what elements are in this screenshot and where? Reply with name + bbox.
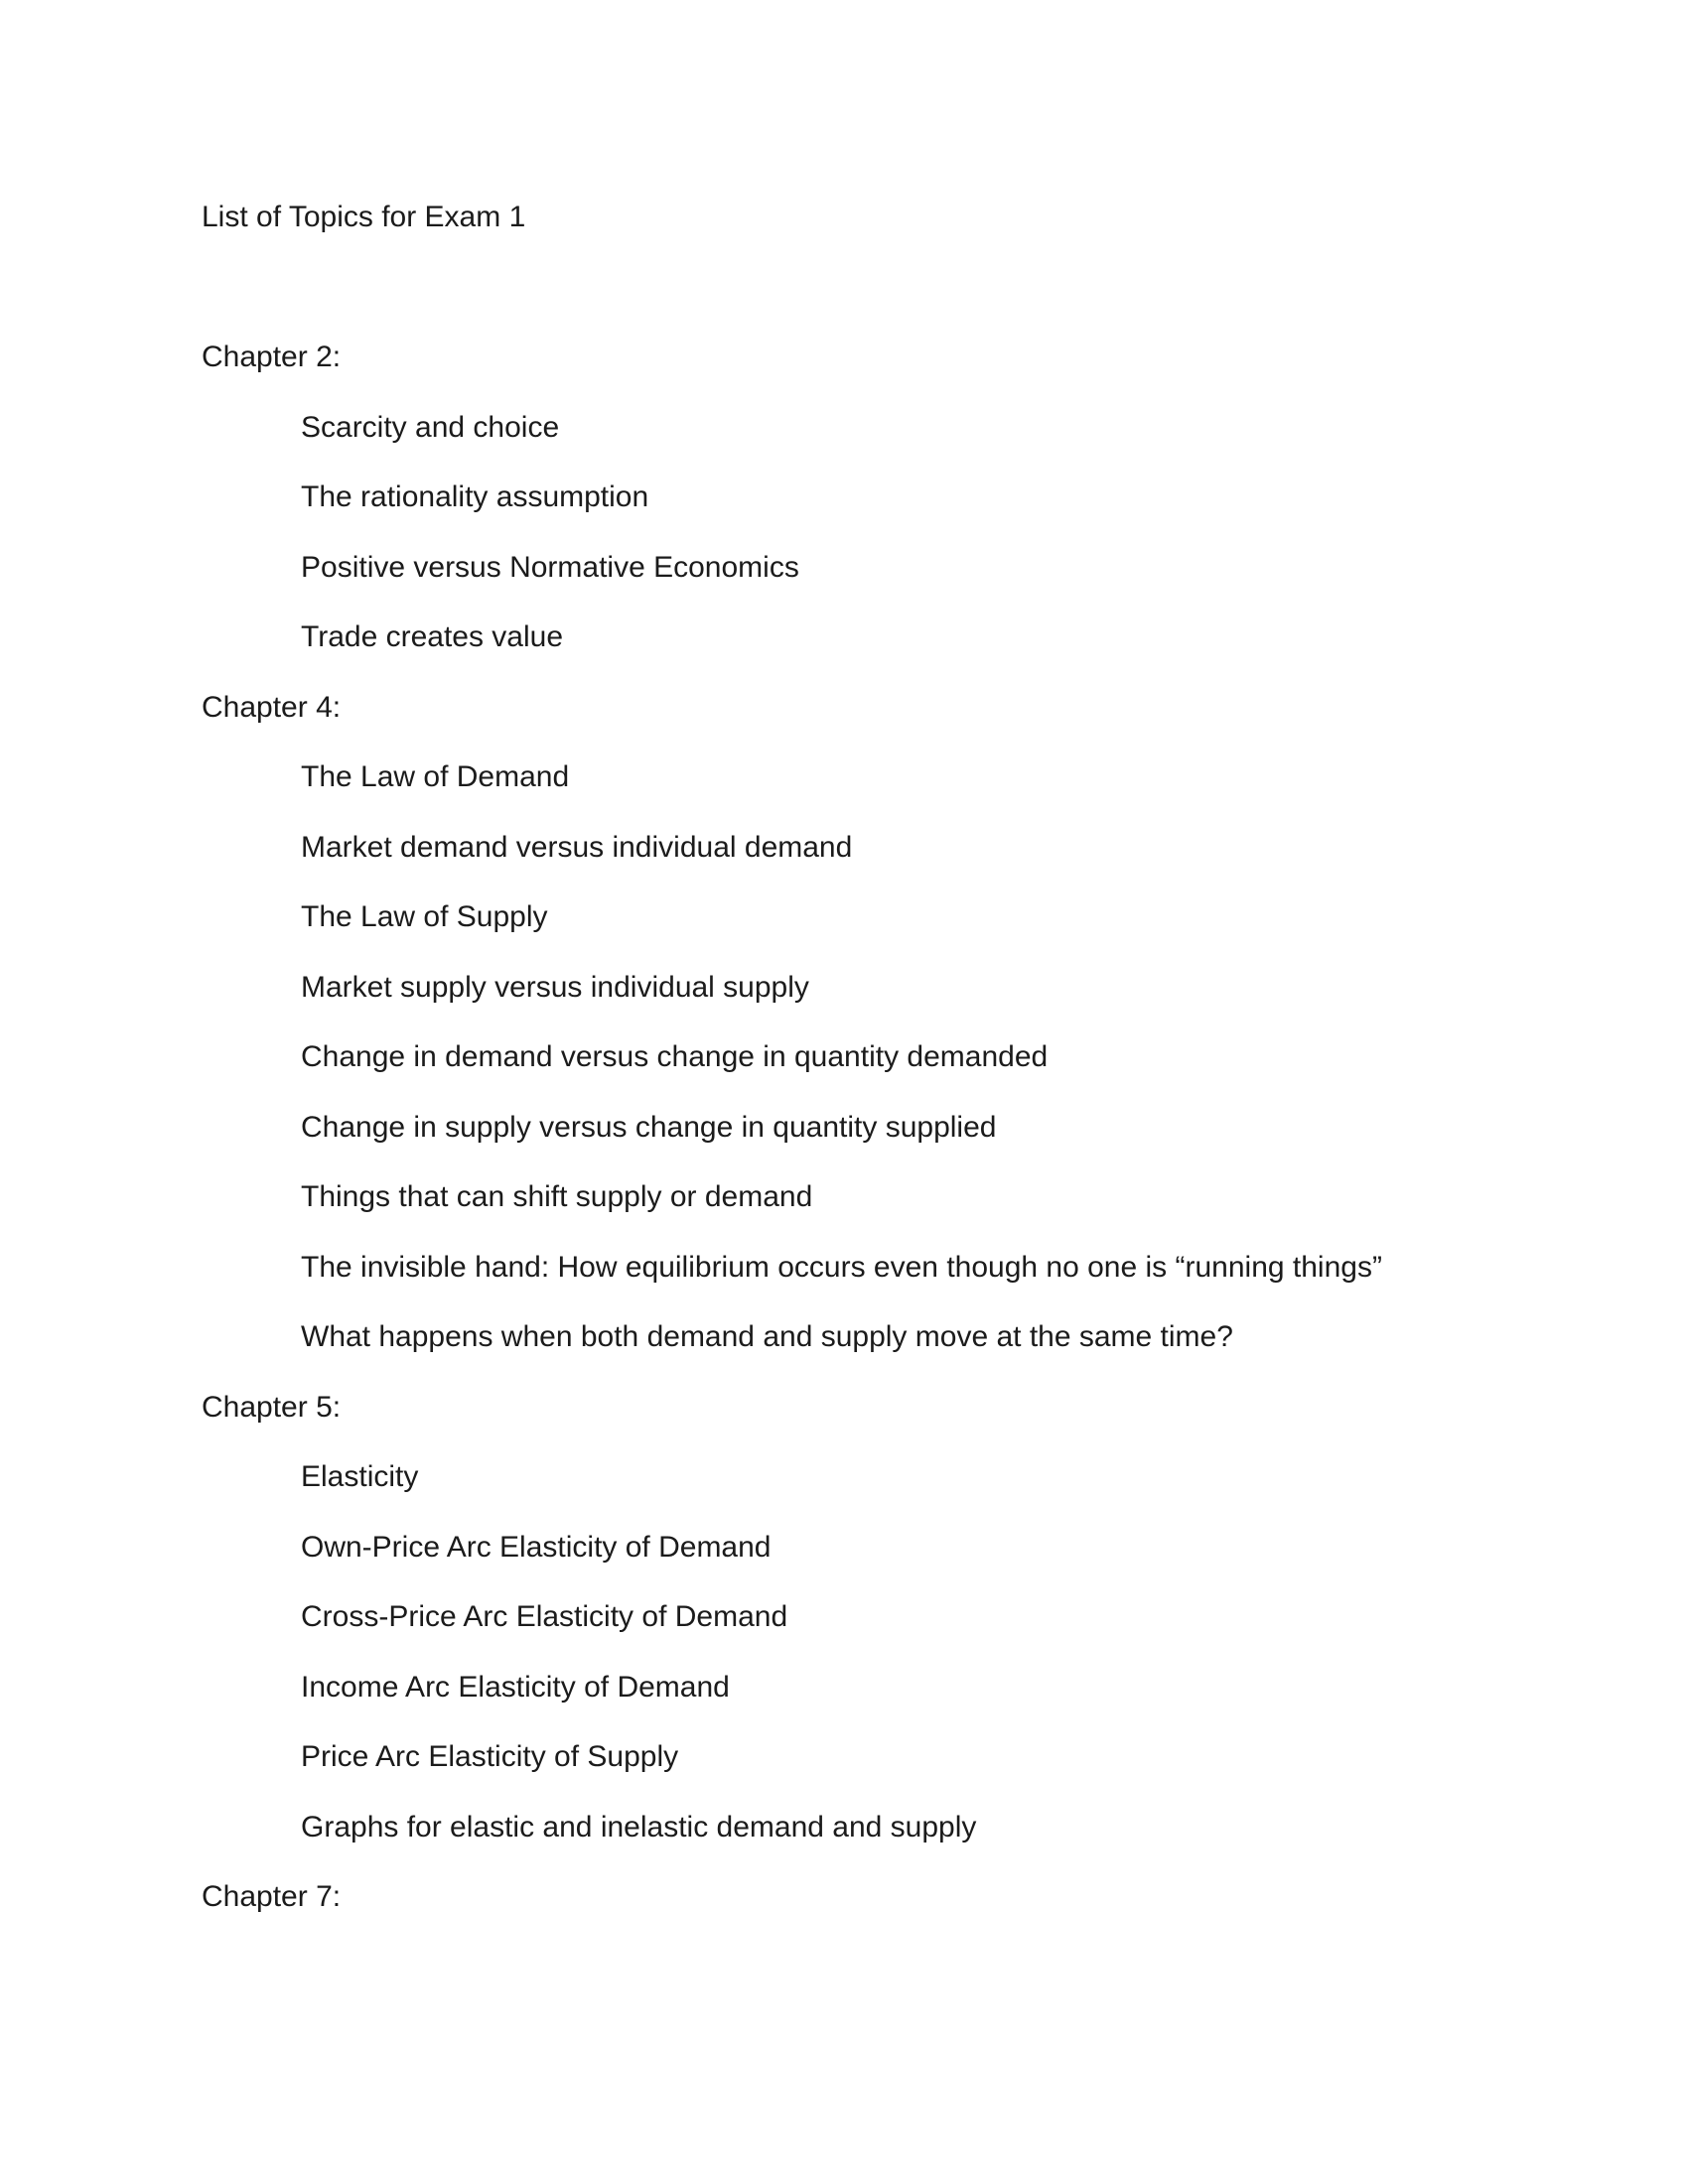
topic-item: Elasticity <box>301 1460 419 1494</box>
document-content <box>202 183 1589 1933</box>
topic-item: What happens when both demand and supply move at the same time? <box>301 1320 1233 1354</box>
topic-item: Positive versus Normative Economics <box>301 550 799 584</box>
topic-item: Change in demand versus change in quantity demanded <box>301 1040 1049 1074</box>
topic-item: Change in supply versus change in quantity supplied <box>301 1110 997 1144</box>
topic-item: Market supply versus individual supply <box>301 970 809 1004</box>
topic-item: The Law of Supply <box>301 900 548 934</box>
topic-item: Own-Price Arc Elasticity of Demand <box>301 1530 772 1564</box>
topic-item: Price Arc Elasticity of Supply <box>301 1740 679 1774</box>
topic-item: The invisible hand: How equilibrium occurs even though no one is “running things” <box>301 1250 1382 1284</box>
topic-item: The rationality assumption <box>301 480 649 514</box>
topic-item: Things that can shift supply or demand <box>301 1180 813 1214</box>
section-heading-chapter-2: Chapter 2: <box>202 341 342 374</box>
section-heading-chapter-4: Chapter 4: <box>202 690 342 724</box>
topic-item: Graphs for elastic and inelastic demand and supply <box>301 1810 977 1843</box>
topic-item: The Law of Demand <box>301 760 570 794</box>
topic-item: Income Arc Elasticity of Demand <box>301 1670 730 1704</box>
blank-line <box>202 253 1589 324</box>
section-heading-chapter-7: Chapter 7: <box>202 1880 342 1914</box>
page-title: List of Topics for Exam 1 <box>202 201 526 234</box>
topic-item: Scarcity and choice <box>301 410 560 444</box>
section-heading-chapter-5: Chapter 5: <box>202 1390 342 1424</box>
topic-item: Cross-Price Arc Elasticity of Demand <box>301 1600 788 1634</box>
topic-item: Market demand versus individual demand <box>301 830 853 864</box>
topic-item: Trade creates value <box>301 620 564 654</box>
